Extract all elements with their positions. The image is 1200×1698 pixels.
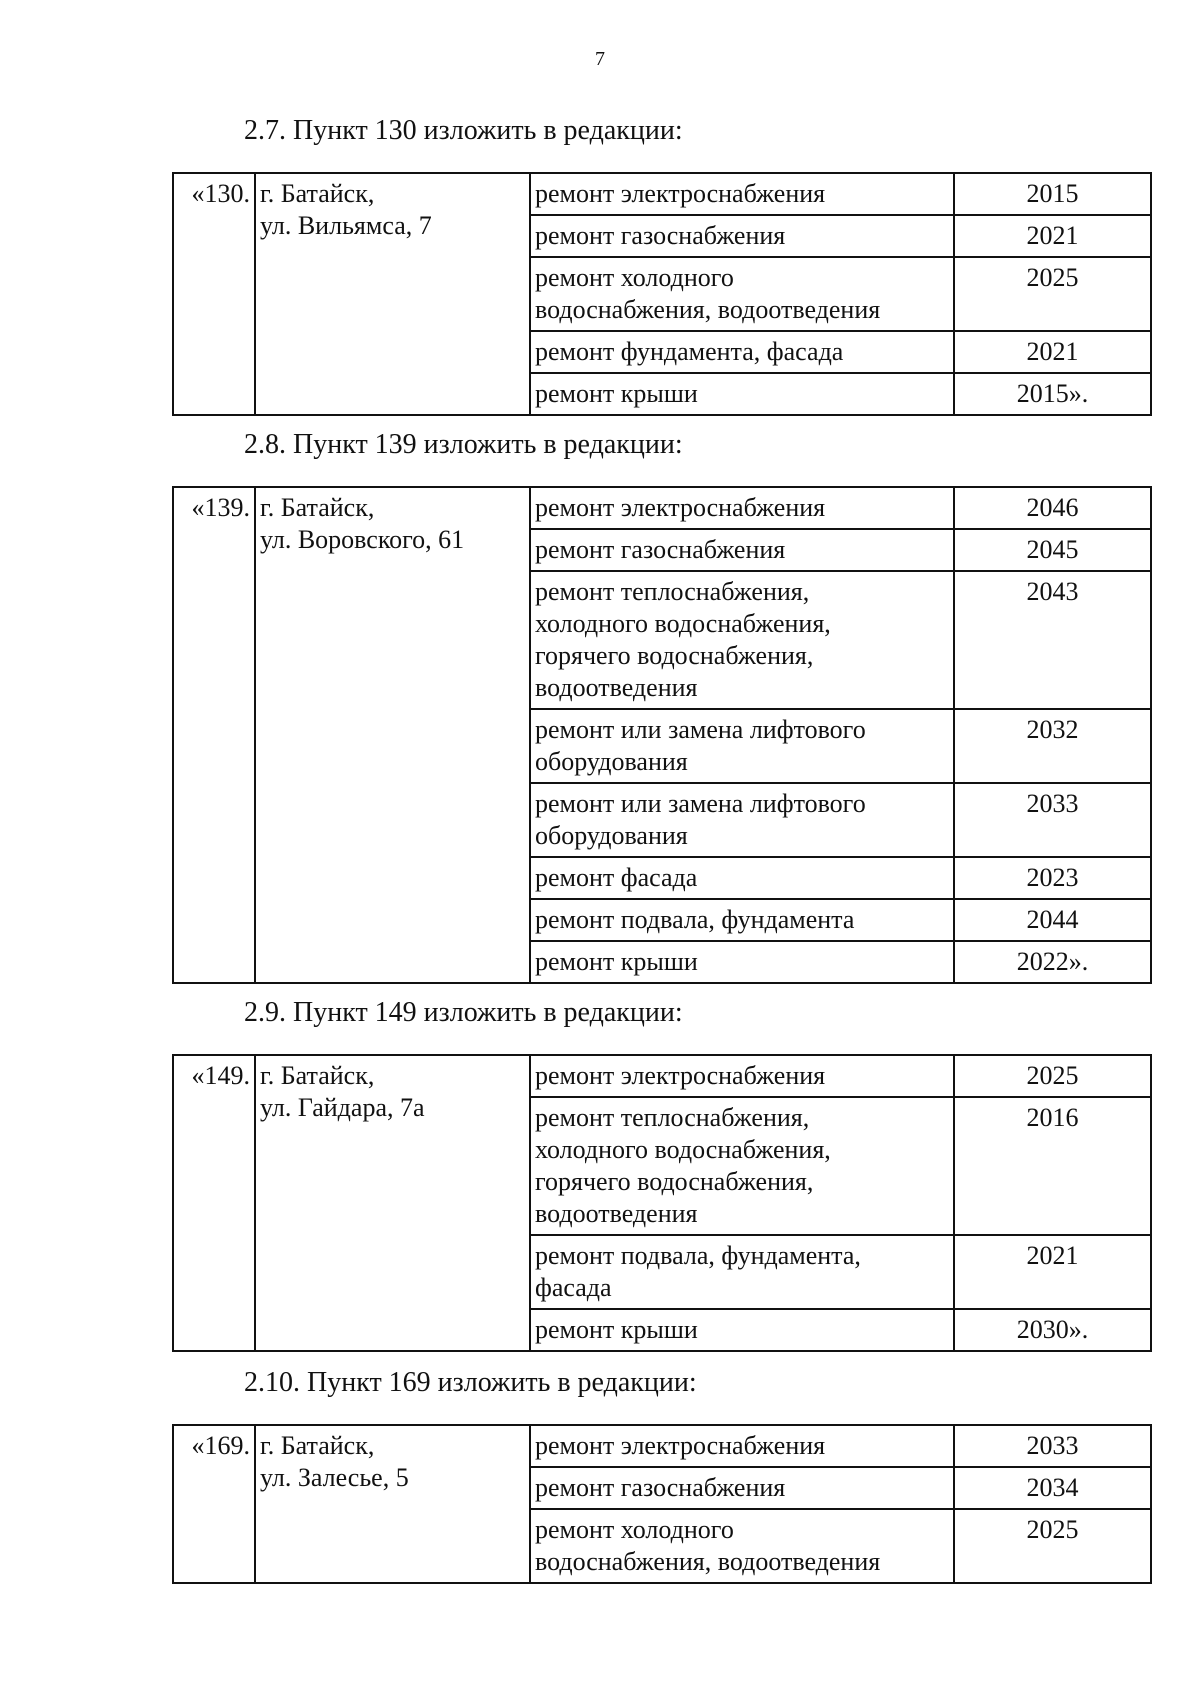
work-line: водоотведения — [535, 1199, 698, 1228]
repair-table — [172, 486, 1152, 984]
year-cell: 2034 — [954, 1467, 1151, 1509]
year-cell: 2021 — [954, 1235, 1151, 1309]
work-cell — [530, 857, 954, 899]
work-cell — [530, 215, 954, 257]
address-city: г. Батайск, — [260, 493, 375, 522]
work-cell — [530, 1509, 954, 1583]
work-line: ремонт электроснабжения — [535, 1061, 826, 1090]
section-heading: 2.8. Пункт 139 изложить в редакции: — [244, 429, 683, 460]
work-line: оборудования — [535, 821, 688, 850]
work-line: ремонт или замена лифтового — [535, 715, 866, 744]
work-line: ремонт холодного — [535, 1515, 734, 1544]
year-cell: 2032 — [954, 709, 1151, 783]
table-row — [173, 173, 1151, 215]
year-cell: 2023 — [954, 857, 1151, 899]
work-line: холодного водоснабжения, — [535, 609, 831, 638]
section-2-8 — [172, 428, 1150, 984]
work-line: ремонт газоснабжения — [535, 1473, 786, 1502]
work-cell — [530, 1097, 954, 1235]
work-line: ремонт теплоснабжения, — [535, 577, 810, 606]
work-line: ремонт фундамента, фасада — [535, 337, 844, 366]
work-line: фасада — [535, 1273, 612, 1302]
work-line: водоотведения — [535, 673, 698, 702]
year-cell: 2033 — [954, 783, 1151, 857]
work-line: горячего водоснабжения, — [535, 641, 814, 670]
work-line: ремонт электроснабжения — [535, 493, 826, 522]
work-line: ремонт холодного — [535, 263, 734, 292]
work-cell — [530, 941, 954, 983]
item-number: «130. — [173, 173, 255, 415]
work-cell — [530, 899, 954, 941]
work-line: горячего водоснабжения, — [535, 1167, 814, 1196]
work-cell — [530, 1309, 954, 1351]
year-cell: 2044 — [954, 899, 1151, 941]
year-cell: 2021 — [954, 331, 1151, 373]
work-cell — [530, 529, 954, 571]
item-number: «169. — [173, 1425, 255, 1583]
section-2-9 — [172, 996, 1150, 1352]
work-line: ремонт крыши — [535, 947, 698, 976]
year-cell: 2025 — [954, 257, 1151, 331]
year-cell: 2016 — [954, 1097, 1151, 1235]
work-line: ремонт подвала, фундамента, — [535, 1241, 861, 1270]
year-cell: 2025 — [954, 1055, 1151, 1097]
section-2-10 — [172, 1366, 1150, 1584]
work-line: ремонт электроснабжения — [535, 179, 826, 208]
year-cell: 2015 — [954, 173, 1151, 215]
work-cell — [530, 173, 954, 215]
work-line: ремонт теплоснабжения, — [535, 1103, 810, 1132]
year-cell: 2015». — [954, 373, 1151, 415]
address-cell — [255, 173, 530, 415]
work-cell — [530, 487, 954, 529]
address-cell — [255, 1055, 530, 1351]
address-street: ул. Вильямса, 7 — [260, 211, 432, 240]
address-city: г. Батайск, — [260, 1431, 375, 1460]
item-number: «149. — [173, 1055, 255, 1351]
address-street: ул. Воровского, 61 — [260, 525, 465, 554]
work-cell — [530, 571, 954, 709]
table-row — [173, 1055, 1151, 1097]
work-cell — [530, 783, 954, 857]
work-cell — [530, 257, 954, 331]
section-2-7 — [172, 114, 1150, 416]
work-line: ремонт электроснабжения — [535, 1431, 826, 1460]
work-cell — [530, 709, 954, 783]
section-heading: 2.7. Пункт 130 изложить в редакции: — [244, 115, 683, 146]
address-cell — [255, 1425, 530, 1583]
address-city: г. Батайск, — [260, 1061, 375, 1090]
work-cell — [530, 331, 954, 373]
repair-table — [172, 1054, 1152, 1352]
work-line: ремонт газоснабжения — [535, 221, 786, 250]
work-line: холодного водоснабжения, — [535, 1135, 831, 1164]
work-line: ремонт крыши — [535, 1315, 698, 1344]
work-cell — [530, 373, 954, 415]
work-line: ремонт подвала, фундамента — [535, 905, 855, 934]
work-line: ремонт фасада — [535, 863, 698, 892]
work-cell — [530, 1467, 954, 1509]
work-cell — [530, 1425, 954, 1467]
work-line: водоснабжения, водоотведения — [535, 1547, 881, 1576]
year-cell: 2033 — [954, 1425, 1151, 1467]
section-heading: 2.9. Пункт 149 изложить в редакции: — [244, 997, 683, 1028]
page-number: 7 — [595, 48, 605, 70]
repair-table — [172, 172, 1152, 416]
year-cell: 2022». — [954, 941, 1151, 983]
work-line: ремонт крыши — [535, 379, 698, 408]
work-cell — [530, 1235, 954, 1309]
work-cell — [530, 1055, 954, 1097]
item-number: «139. — [173, 487, 255, 983]
work-line: ремонт газоснабжения — [535, 535, 786, 564]
repair-table — [172, 1424, 1152, 1584]
year-cell: 2043 — [954, 571, 1151, 709]
work-line: ремонт или замена лифтового — [535, 789, 866, 818]
address-cell — [255, 487, 530, 983]
address-street: ул. Гайдара, 7а — [260, 1093, 425, 1122]
work-line: оборудования — [535, 747, 688, 776]
year-cell: 2030». — [954, 1309, 1151, 1351]
address-street: ул. Залесье, 5 — [260, 1463, 409, 1492]
year-cell: 2025 — [954, 1509, 1151, 1583]
work-line: водоснабжения, водоотведения — [535, 295, 881, 324]
table-row — [173, 487, 1151, 529]
section-heading: 2.10. Пункт 169 изложить в редакции: — [244, 1367, 697, 1398]
address-city: г. Батайск, — [260, 179, 375, 208]
year-cell: 2045 — [954, 529, 1151, 571]
table-row — [173, 1425, 1151, 1467]
year-cell: 2046 — [954, 487, 1151, 529]
year-cell: 2021 — [954, 215, 1151, 257]
